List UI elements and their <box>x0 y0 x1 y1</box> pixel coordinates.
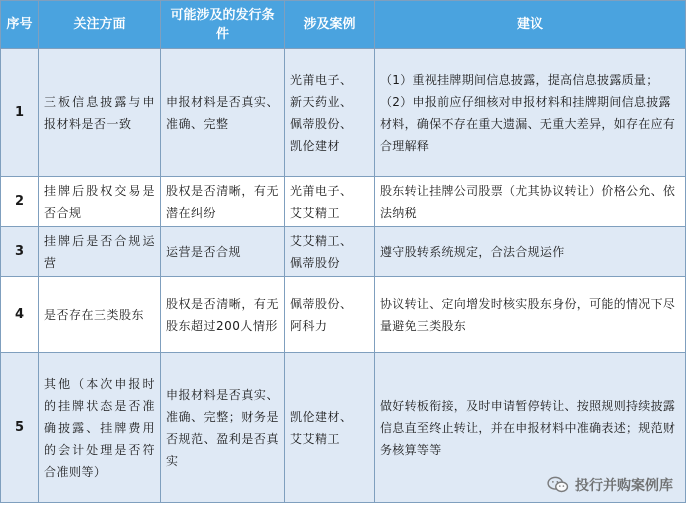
wechat-icon <box>547 476 569 494</box>
watermark-text: 投行并购案例库 <box>575 478 673 494</box>
issues-cell: 申报材料是否真实、准确、完整 <box>161 49 285 177</box>
case-item: 新天药业、 <box>290 94 353 109</box>
case-item: 佩蒂股份、 <box>290 116 353 131</box>
case-item: 光莆电子、 <box>290 72 353 87</box>
concern-cell: 其他（本次申报时的挂牌状态是否准确披露、挂牌费用的会计处理是否符合准则等） <box>39 353 161 503</box>
case-item: 凯伦建材 <box>290 138 341 153</box>
header-concern: 关注方面 <box>39 1 161 49</box>
advice-cell <box>375 49 686 177</box>
cases-cell <box>285 353 375 503</box>
table-row <box>1 227 686 277</box>
issues-cell: 股权是否清晰，有无股东超过200人情形 <box>161 277 285 353</box>
case-item: 佩蒂股份、 <box>290 296 353 311</box>
case-item: 光莆电子、 <box>290 183 353 198</box>
case-item: 艾艾精工 <box>290 431 341 446</box>
case-item: 阿科力 <box>290 318 328 333</box>
header-advice: 建议 <box>375 1 686 49</box>
advice-item: 遵守股转系统规定，合法合规运作 <box>380 244 565 259</box>
row-number: 4 <box>1 277 39 353</box>
table-header-row <box>1 1 686 49</box>
row-number: 2 <box>1 177 39 227</box>
row-number: 1 <box>1 49 39 177</box>
header-num: 序号 <box>1 1 39 49</box>
issues-cell: 申报材料是否真实、准确、完整；财务是否规范、盈利是否真实 <box>161 353 285 503</box>
table-row <box>1 277 686 353</box>
case-item: 佩蒂股份 <box>290 255 341 270</box>
case-item: 凯伦建材、 <box>290 409 353 424</box>
issues-cell: 股权是否清晰，有无潜在纠纷 <box>161 177 285 227</box>
concern-cell: 是否存在三类股东 <box>39 277 161 353</box>
cases-cell <box>285 227 375 277</box>
concern-cell: 三板信息披露与申报材料是否一致 <box>39 49 161 177</box>
cases-cell <box>285 49 375 177</box>
advice-item: 做好转板衔接，及时申请暂停转让、按照规则持续披露信息直至终止转让，并在申报材料中准确表述；规范财务核算等等 <box>380 398 676 457</box>
concern-cell: 挂牌后是否合规运营 <box>39 227 161 277</box>
advice-cell <box>375 227 686 277</box>
table-row <box>1 177 686 227</box>
header-cases: 涉及案例 <box>285 1 375 49</box>
issues-cell: 运营是否合规 <box>161 227 285 277</box>
advice-item: 股东转让挂牌公司股票（尤其协议转让）价格公允、依法纳税 <box>380 183 676 220</box>
table-row <box>1 49 686 177</box>
cases-cell <box>285 177 375 227</box>
header-issues: 可能涉及的发行条件 <box>161 1 285 49</box>
advice-item: （2）申报前应仔细核对申报材料和挂牌期间信息披露材料，确保不存在重大遗漏、无重大差异，如存在应有合理解释 <box>380 94 676 153</box>
advice-cell <box>375 177 686 227</box>
concern-cell: 挂牌后股权交易是否合规 <box>39 177 161 227</box>
watermark <box>547 475 673 495</box>
row-number: 5 <box>1 353 39 503</box>
advice-item: （1）重视挂牌期间信息披露，提高信息披露质量； <box>380 72 659 87</box>
row-number: 3 <box>1 227 39 277</box>
advice-item: 协议转让、定向增发时核实股东身份，可能的情况下尽量避免三类股东 <box>380 296 676 333</box>
case-item: 艾艾精工 <box>290 205 341 220</box>
case-item: 艾艾精工、 <box>290 233 353 248</box>
advice-cell <box>375 277 686 353</box>
cases-cell <box>285 277 375 353</box>
